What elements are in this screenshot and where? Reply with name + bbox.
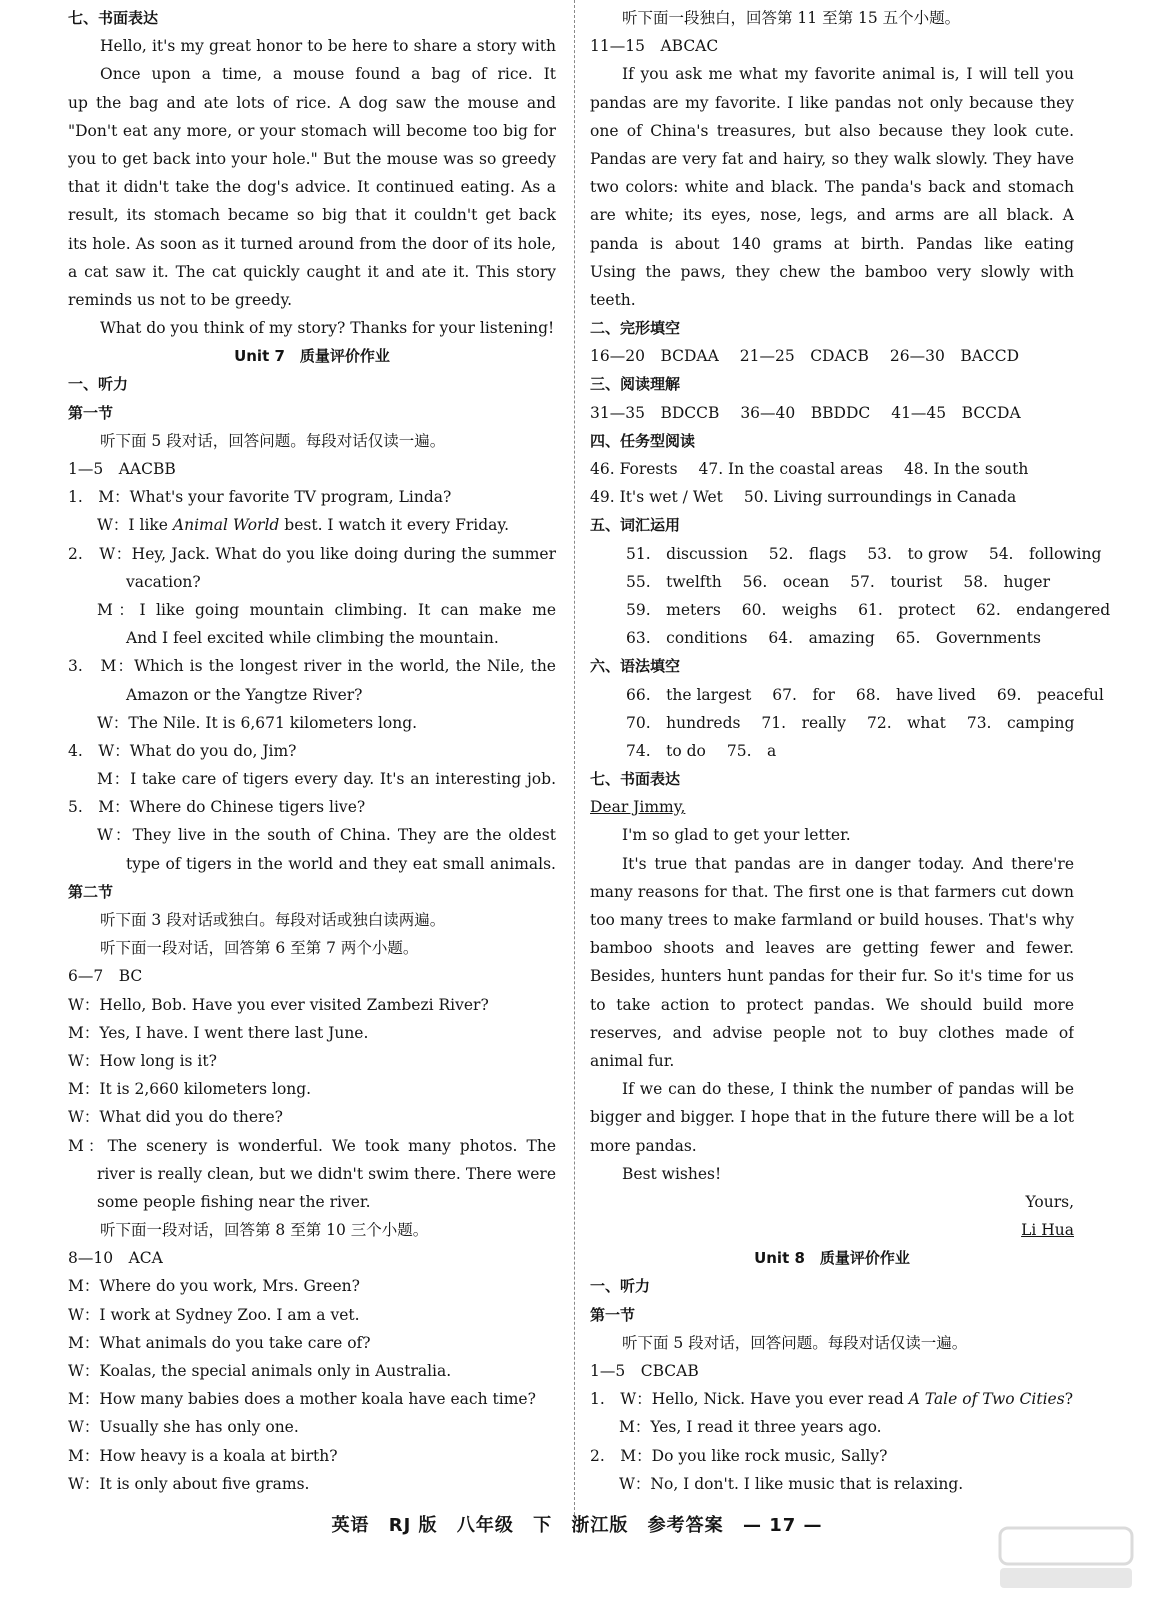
letter-line: It's true that pandas are in danger today. And there're	[622, 854, 1074, 873]
answer-group: 36—40 BBDDC	[740, 403, 871, 422]
letter-line: too many trees to make farmland or build houses. That's why	[590, 911, 1074, 929]
answer-item: 56. ocean	[742, 572, 830, 591]
answer-item: 67. for	[772, 685, 835, 704]
dialog-line: M：I take care of tigers every day. It's an interesting job.	[97, 770, 556, 789]
monologue-line: one of China's treasures, but also because they look cute.	[590, 121, 1074, 140]
story-line: "Don't eat any more, or your stomach will become too big for	[68, 121, 556, 140]
conversation-line: river is really clean, but we didn't swim there. There were	[97, 1164, 556, 1183]
answer-group: 41—45 BCCDA	[891, 403, 1021, 422]
answer-item: 60. weighs	[741, 600, 838, 619]
conversation-line: W：Usually she has only one.	[68, 1418, 299, 1437]
letter-line: If we can do these, I think the number of pandas will be	[622, 1080, 1074, 1099]
answer-item: 61. protect	[858, 600, 956, 619]
dialog-line: 1. M：What's your favorite TV program, Linda?	[68, 488, 452, 507]
letter-line: reserves, and advise people not to buy clothes made of	[590, 1023, 1074, 1042]
answer-item: 72. what	[867, 713, 946, 732]
dialog-line: And I feel excited while climbing the mountain.	[126, 629, 499, 648]
answer-row	[590, 624, 1074, 652]
page-number: — 17 —	[742, 1515, 823, 1536]
answer-group: 16—20 BCDAA	[590, 347, 719, 366]
answer-item: 50. Living surroundings in Canada	[743, 488, 1017, 507]
answer-row	[590, 540, 1102, 568]
monologue-line: panda is about 140 grams at birth. Pandas like eating	[590, 234, 1074, 253]
answer-key: 1—5 AACBB	[68, 460, 176, 478]
dialog-line: 3. M：Which is the longest river in the world, the Nile, the	[68, 657, 556, 676]
monologue-instruction: 听下面一段独白，回答第 11 至第 15 五个小题。	[622, 9, 961, 27]
answer-item: 74. to do	[626, 741, 706, 760]
letter-line: Best wishes!	[622, 1164, 722, 1183]
dialog-line: Amazon or the Yangtze River?	[126, 685, 363, 704]
column-divider	[574, 0, 575, 1525]
dialog-line: vacation?	[126, 572, 201, 591]
footer-subject: 英语	[331, 1515, 370, 1536]
monologue-line: Using the paws, they chew the bamboo very slowly with	[590, 262, 1074, 281]
letter-line: animal fur.	[590, 1051, 675, 1070]
answer-group: 21—25 CDACB	[739, 347, 869, 366]
dialog-line: W：The Nile. It is 6,671 kilometers long.	[97, 713, 418, 732]
part1-heading: 第一节	[68, 403, 114, 422]
dialog-line: 5. M：Where do Chinese tigers live?	[68, 798, 366, 817]
conversation-line: W：How long is it?	[68, 1051, 217, 1070]
answer-item: 65. Governments	[895, 629, 1041, 648]
dialog-line: W：No, I don't. I like music that is relaxing.	[619, 1474, 964, 1493]
section-heading-reading: 三、阅读理解	[590, 375, 681, 394]
answer-row	[590, 568, 1074, 596]
letter-signature: Li Hua	[1021, 1221, 1074, 1240]
conversation-line: W：It is only about five grams.	[68, 1474, 310, 1493]
dialog-line: 4. W：What do you do, Jim?	[68, 741, 297, 760]
answer-item: 66. the largest	[626, 685, 752, 704]
conversation-line: W：Koalas, the special animals only in Australia.	[68, 1362, 452, 1380]
listening-heading: 一、听力	[590, 1277, 651, 1296]
monologue-line: Pandas are very fat and hairy, so they walk slowly. They have	[590, 149, 1074, 168]
dialog-line: 2. W：Hey, Jack. What do you like doing during the summer	[68, 544, 556, 563]
story-line: Once upon a time, a mouse found a bag of rice. It	[100, 65, 556, 84]
answer-item: 71. really	[761, 713, 847, 732]
monologue-line: are white; its eyes, nose, legs, and arms are all black. A	[590, 206, 1074, 225]
letter-line: bigger and bigger. I hope that in the future there will be a lot	[590, 1108, 1074, 1127]
left-column	[68, 4, 556, 1498]
answer-item: 57. tourist	[850, 572, 943, 591]
dialog-line: 2. M：Do you like rock music, Sally?	[590, 1446, 888, 1465]
answer-key: 1—5 CBCAB	[590, 1362, 699, 1380]
part2-sub-instruction: 听下面一段对话，回答第 6 至第 7 两个小题。	[100, 939, 419, 958]
answer-group: 31—35 BDCCB	[590, 403, 720, 422]
answer-item: 63. conditions	[626, 629, 748, 648]
answer-row	[590, 399, 1074, 427]
story-line: a cat saw it. The cat quickly caught it and ate it. This story	[68, 262, 556, 281]
answer-item: 62. endangered	[976, 600, 1111, 619]
answer-key: 6—7 BC	[68, 967, 143, 986]
part1-instruction: 听下面 5 段对话，回答问题。每段对话仅读一遍。	[622, 1333, 968, 1352]
answer-group: 26—30 BACCD	[889, 347, 1020, 366]
footer-region: 浙江版	[571, 1515, 629, 1536]
answer-row	[590, 737, 1074, 765]
dialog-line: type of tigers in the world and they eat small animals.	[126, 854, 556, 873]
right-column	[590, 4, 1111, 1498]
dialog-line: W：I like Animal World best. I watch it every Friday.	[97, 516, 510, 535]
conversation-line: W：What did you do there?	[68, 1108, 283, 1127]
letter-line: Besides, hunters hunt pandas for their fur. So it's time for us	[590, 967, 1074, 986]
answer-item: 48. In the south	[903, 460, 1029, 478]
conversation-line: W：I work at Sydney Zoo. I am a vet.	[68, 1305, 360, 1324]
letter-line: many reasons for that. The first one is that farmers cut down	[590, 882, 1074, 901]
listening-heading: 一、听力	[68, 375, 129, 394]
conversation-line: M：How many babies does a mother koala have each time?	[68, 1390, 536, 1409]
monologue-line: If you ask me what my favorite animal is, I will tell you	[622, 65, 1074, 84]
section-heading-writing: 七、书面表达	[68, 9, 159, 27]
dialog-line: 1. W：Hello, Nick. Have you ever read A Tale of Two Cities?	[590, 1390, 1073, 1409]
dialog-line: M：I like going mountain climbing. It can make me	[97, 600, 556, 619]
part2-instruction: 听下面 3 段对话或独白。每段对话或独白读两遍。	[100, 911, 446, 929]
dialog-line: W：They live in the south of China. They are the oldest	[97, 826, 556, 845]
letter-line: to take action to protect pandas. We should build more	[590, 995, 1074, 1014]
answer-item: 75. a	[726, 741, 777, 760]
story-line: up the bag and ate lots of rice. A dog saw the mouse and	[68, 93, 556, 112]
part2-heading: 第二节	[68, 882, 114, 901]
story-line: its hole. As soon as it turned around from the door of its hole,	[68, 234, 556, 253]
unit7-title: Unit 7 质量评价作业	[234, 347, 390, 366]
answer-item: 46. Forests	[590, 460, 678, 478]
answer-row	[590, 709, 1074, 737]
answer-item: 69. peaceful	[996, 685, 1104, 704]
conversation-line: M：It is 2,660 kilometers long.	[68, 1080, 312, 1099]
answer-item: 51. discussion	[626, 544, 748, 563]
dialog-line: M：Yes, I read it three years ago.	[619, 1418, 882, 1437]
answer-item: 47. In the coastal areas	[698, 460, 883, 478]
watermark-logo	[996, 1522, 1136, 1592]
section-heading-grammar: 六、语法填空	[590, 657, 681, 676]
letter-greeting: Dear Jimmy,	[590, 798, 686, 817]
conversation-line: W：Hello, Bob. Have you ever visited Zambezi River?	[68, 995, 489, 1014]
letter-line: I'm so glad to get your letter.	[622, 826, 851, 845]
part1-heading: 第一节	[590, 1305, 636, 1324]
page-footer	[0, 1511, 1154, 1537]
answer-item: 59. meters	[626, 600, 721, 619]
answer-row	[590, 596, 1111, 624]
footer-term: 下	[533, 1515, 553, 1536]
conversation-line: M：Where do you work, Mrs. Green?	[68, 1277, 360, 1296]
answer-item: 55. twelfth	[626, 572, 722, 591]
section-heading-task-reading: 四、任务型阅读	[590, 431, 696, 450]
unit8-title: Unit 8 质量评价作业	[754, 1249, 910, 1268]
conversation-line: some people fishing near the river.	[97, 1192, 371, 1211]
answer-item: 68. have lived	[855, 685, 976, 704]
part1-instruction: 听下面 5 段对话，回答问题。每段对话仅读一遍。	[100, 431, 446, 450]
story-line: result, its stomach became so big that it couldn't get back	[68, 206, 556, 225]
answer-row	[590, 681, 1104, 709]
story-line: Hello, it's my great honor to be here to share a story with	[100, 37, 556, 56]
answer-item: 49. It's wet / Wet	[590, 488, 723, 507]
story-line: What do you think of my story? Thanks for your listening!	[100, 319, 555, 338]
monologue-line: pandas are my favorite. I like pandas not only because they	[590, 93, 1074, 112]
section-heading-writing: 七、书面表达	[590, 770, 681, 789]
footer-edition: RJ 版	[388, 1515, 438, 1536]
conversation-line: M：The scenery is wonderful. We took many photos. The	[68, 1136, 556, 1155]
answer-item: 64. amazing	[768, 629, 875, 648]
answer-item: 54. following	[988, 544, 1102, 563]
answer-key: 11—15 ABCAC	[590, 37, 719, 56]
section-heading-cloze: 二、完形填空	[590, 319, 681, 338]
story-line: that it didn't take the dog's advice. It continued eating. As a	[68, 178, 556, 197]
story-line: reminds us not to be greedy.	[68, 290, 293, 309]
answer-row	[590, 455, 1074, 483]
answer-item: 52. flags	[768, 544, 847, 563]
footer-label: 参考答案	[647, 1515, 724, 1536]
monologue-line: teeth.	[590, 290, 636, 309]
conversation-line: M：Yes, I have. I went there last June.	[68, 1023, 369, 1042]
answer-item: 53. to grow	[867, 544, 968, 563]
answer-item: 73. camping	[966, 713, 1075, 732]
conversation-line: M：How heavy is a koala at birth?	[68, 1446, 338, 1465]
letter-closing: Yours,	[1025, 1192, 1074, 1211]
story-line: you to get back into your hole." But the mouse was so greedy	[68, 149, 556, 168]
section-heading-vocabulary: 五、词汇运用	[590, 516, 681, 535]
answer-item: 58. huger	[963, 572, 1050, 591]
answer-item: 70. hundreds	[626, 713, 741, 732]
answer-row	[590, 483, 1074, 511]
letter-line: bamboo shoots and leaves are getting fewer and fewer.	[590, 939, 1074, 958]
conversation-line: M：What animals do you take care of?	[68, 1333, 371, 1352]
letter-line: more pandas.	[590, 1136, 697, 1155]
part2-sub-instruction: 听下面一段对话，回答第 8 至第 10 三个小题。	[100, 1221, 429, 1240]
footer-grade: 八年级	[456, 1515, 514, 1536]
monologue-line: two colors: white and black. The panda's back and stomach	[590, 178, 1074, 197]
answer-key: 8—10 ACA	[68, 1249, 163, 1268]
answer-row	[590, 342, 1074, 370]
